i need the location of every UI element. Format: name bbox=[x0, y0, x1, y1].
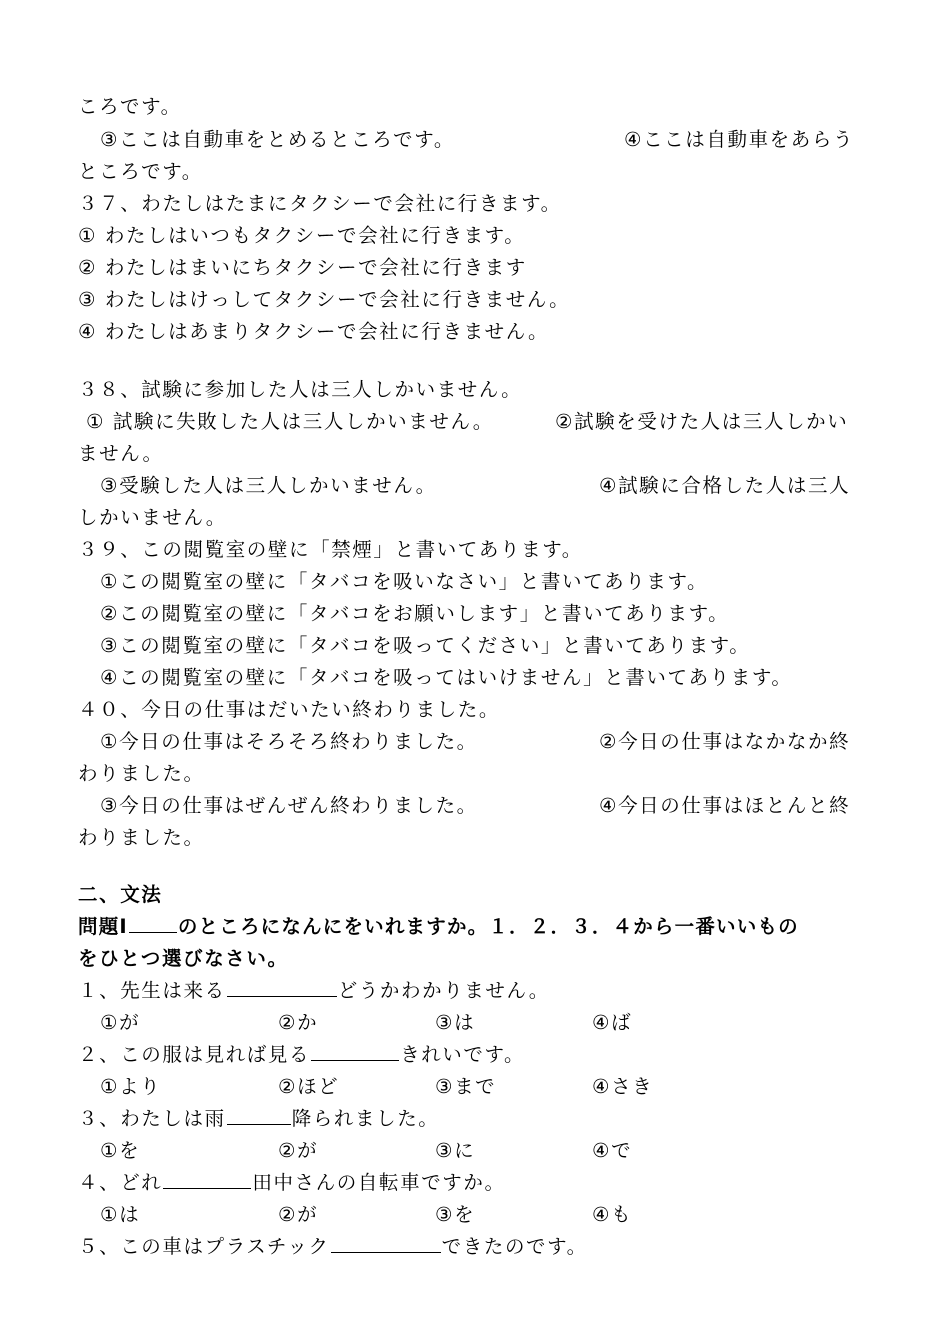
text-line: わりました。 bbox=[78, 762, 205, 785]
option-text: ④ここは自動車をあらう bbox=[624, 128, 855, 151]
answer-option[interactable]: ②が bbox=[278, 1203, 319, 1226]
grammar-question bbox=[78, 1042, 878, 1068]
option-text: ③今日の仕事はぜんぜん終わりました。 bbox=[100, 794, 478, 817]
question-text: １、先生は来る bbox=[78, 979, 226, 1002]
option-text: ① わたしはいつもタクシーで会社に行きます。 bbox=[78, 224, 526, 247]
option-text: ①今日の仕事はそろそろ終わりました。 bbox=[100, 730, 478, 753]
option-text: ③ここは自動車をとめるところです。 bbox=[100, 128, 455, 151]
answer-option[interactable]: ②ほど bbox=[278, 1075, 340, 1098]
question-text: ４、どれ bbox=[78, 1171, 163, 1194]
answer-option[interactable]: ①が bbox=[100, 1011, 141, 1034]
answer-option[interactable]: ②が bbox=[278, 1139, 319, 1162]
option-text: ④この閲覧室の壁に「タバコを吸ってはいけません」と書いてあります。 bbox=[100, 666, 793, 689]
answer-blank[interactable] bbox=[227, 978, 337, 997]
option-text: ② わたしはまいにちタクシーで会社に行きます bbox=[78, 256, 527, 279]
section-heading: 二、文法 bbox=[78, 883, 163, 906]
question-text: できたのです。 bbox=[441, 1235, 588, 1258]
option-text: ①この閲覧室の壁に「タバコを吸いなさい」と書いてあります。 bbox=[100, 570, 709, 593]
option-text: ③この閲覧室の壁に「タバコを吸ってください」と書いてあります。 bbox=[100, 634, 751, 657]
answer-option[interactable]: ④ば bbox=[592, 1011, 633, 1034]
option-text: ③受験した人は三人しかいません。 bbox=[100, 474, 437, 497]
option-text: ②今日の仕事はなかなか終 bbox=[599, 730, 851, 753]
option-text: ④ わたしはあまりタクシーで会社に行きません。 bbox=[78, 320, 550, 343]
answer-option[interactable]: ①は bbox=[100, 1203, 141, 1226]
question-40: ４０、今日の仕事はだいたい終わりました。 bbox=[78, 698, 501, 721]
text-line: しかいません。 bbox=[78, 506, 227, 529]
grammar-question bbox=[78, 978, 878, 1004]
answer-blank[interactable] bbox=[311, 1042, 399, 1061]
answer-option[interactable]: ②か bbox=[278, 1011, 319, 1034]
answer-blank[interactable] bbox=[163, 1170, 251, 1189]
answer-option[interactable]: ③を bbox=[435, 1203, 476, 1226]
option-text: ②この閲覧室の壁に「タバコをお願いします」と書いてあります。 bbox=[100, 602, 730, 625]
question-text: 降られました。 bbox=[291, 1107, 440, 1130]
answer-option[interactable]: ①を bbox=[100, 1139, 141, 1162]
answer-option[interactable]: ④も bbox=[592, 1203, 633, 1226]
answer-option[interactable]: ③は bbox=[435, 1011, 476, 1034]
option-text: ④今日の仕事はほとんと終 bbox=[599, 794, 851, 817]
question-text: ３、わたしは雨 bbox=[78, 1107, 226, 1130]
question-text: 田中さんの自転車ですか。 bbox=[252, 1171, 506, 1194]
text-line: ところです。 bbox=[78, 160, 203, 183]
answer-blank[interactable] bbox=[331, 1234, 441, 1253]
text-line: ません。 bbox=[78, 442, 164, 465]
instructions-text: のところになんにをいれますか。１．２．３．４から一番いいもの bbox=[177, 915, 799, 938]
question-text: ２、この服は見れば見る bbox=[78, 1043, 311, 1066]
text-line: わりました。 bbox=[78, 826, 205, 849]
answer-option[interactable]: ④さき bbox=[592, 1075, 654, 1098]
option-text: ②試験を受けた人は三人しかい bbox=[555, 410, 849, 433]
answer-option[interactable]: ①より bbox=[100, 1075, 162, 1098]
question-text: きれいです。 bbox=[400, 1043, 526, 1066]
answer-option[interactable]: ④で bbox=[592, 1139, 633, 1162]
text-line: ころです。 bbox=[78, 95, 182, 118]
instructions bbox=[78, 914, 878, 940]
option-text: ① 試験に失敗した人は三人しかいません。 bbox=[86, 410, 494, 433]
question-37: ３７、わたしはたまにタクシーで会社に行きます。 bbox=[78, 192, 562, 215]
question-39: ３９、この閲覧室の壁に「禁煙」と書いてあります。 bbox=[78, 538, 583, 561]
question-text: どうかわかりません。 bbox=[337, 979, 550, 1002]
answer-blank[interactable] bbox=[227, 1106, 291, 1125]
grammar-question bbox=[78, 1234, 878, 1260]
blank-line bbox=[129, 914, 177, 933]
answer-option[interactable]: ③に bbox=[435, 1139, 476, 1162]
answer-option[interactable]: ③まで bbox=[435, 1075, 497, 1098]
grammar-question bbox=[78, 1170, 878, 1196]
grammar-question bbox=[78, 1106, 878, 1132]
question-text: ５、この車はプラスチック bbox=[78, 1235, 330, 1258]
option-text: ④試験に合格した人は三人 bbox=[599, 474, 851, 497]
instructions-cont: をひとつ選びなさい。 bbox=[78, 947, 289, 970]
instructions-label: 問題Ⅰ bbox=[78, 915, 128, 938]
question-38: ３８、試験に参加した人は三人しかいません。 bbox=[78, 378, 523, 401]
option-text: ③ わたしはけっしてタクシーで会社に行きません。 bbox=[78, 288, 571, 311]
